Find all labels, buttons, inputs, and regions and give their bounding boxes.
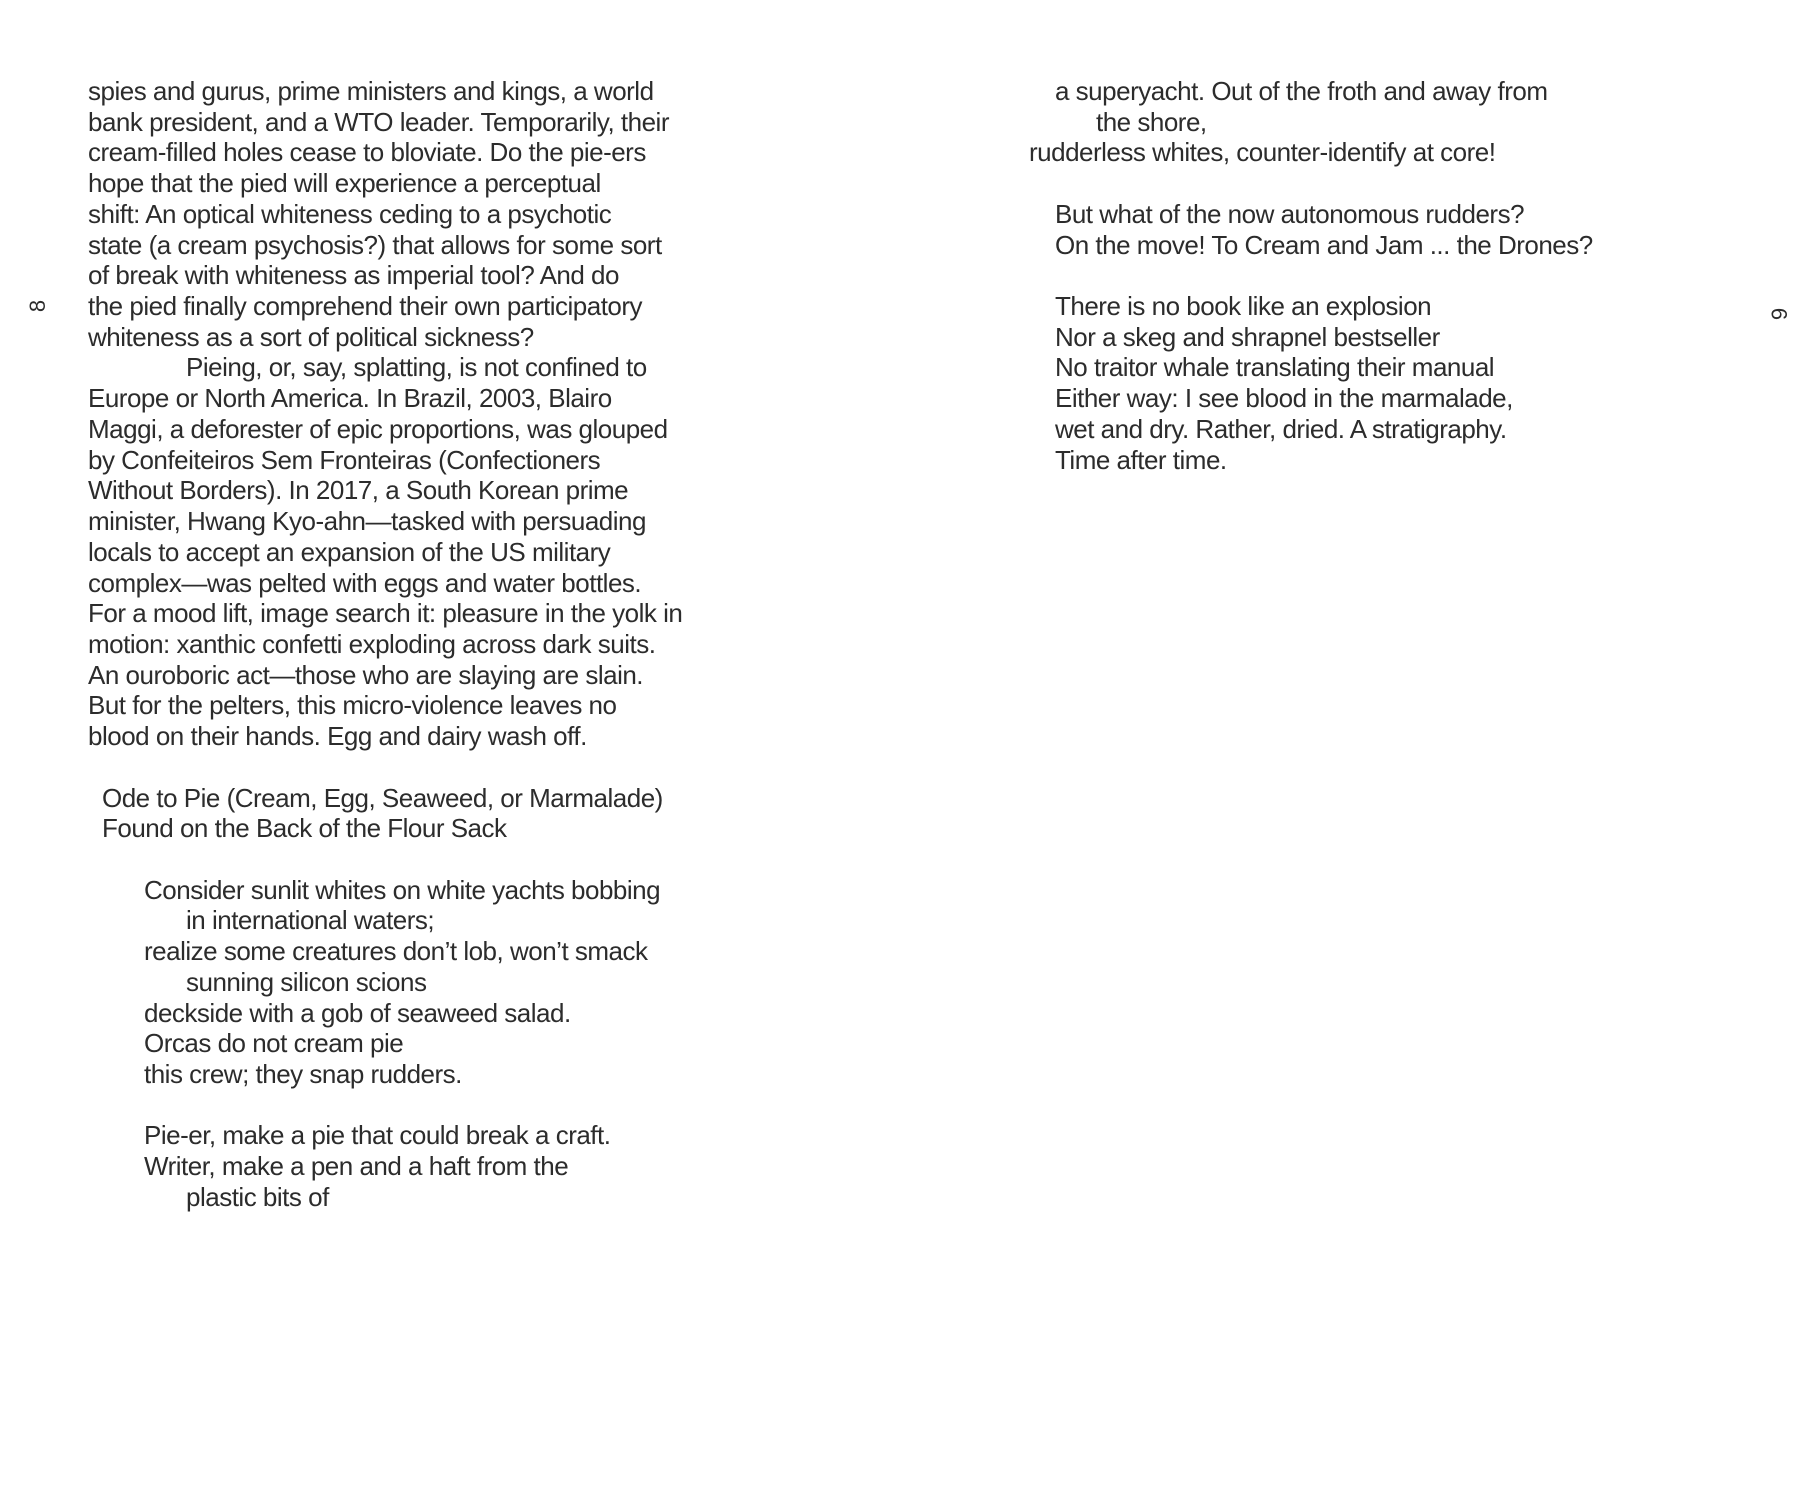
text-line: deckside with a gob of seaweed salad. (144, 997, 571, 1028)
text-line: On the move! To Cream and Jam ... the Drones? (1055, 229, 1593, 260)
text-line: of break with whiteness as imperial tool? And do (88, 260, 619, 291)
text-line: But what of the now autonomous rudders? (1055, 198, 1525, 229)
text-line: in international waters; (186, 905, 435, 936)
text-line: this crew; they snap rudders. (144, 1059, 462, 1089)
text-line: Either way: I see blood in the marmalade, (1055, 383, 1513, 414)
page-number-left: 8 (25, 299, 50, 313)
text-line: plastic bits of (186, 1181, 329, 1212)
text-line: complex—was pelted with eggs and water bottles. (88, 567, 642, 598)
text-line: hope that the pied will experience a perceptual (88, 168, 601, 199)
text-line: whiteness as a sort of political sickness? (88, 321, 534, 352)
blank-line (1029, 260, 1589, 291)
text-line: spies and gurus, prime ministers and kings, a world (88, 76, 654, 106)
right-page-text-column (1029, 76, 1593, 475)
text-line: state (a cream psychosis?) that allows for some sort (88, 229, 662, 260)
text-line: motion: xanthic confetti exploding across dark suits. (88, 628, 656, 659)
left-page-text-column (88, 76, 788, 1213)
text-line: cream-filled holes cease to bloviate. Do the pie-ers (88, 137, 646, 168)
text-line: the pied finally comprehend their own participatory (88, 291, 643, 322)
text-line: by Confeiteiros Sem Fronteiras (Confectioners (88, 444, 601, 475)
text-line: Without Borders). In 2017, a South Korean prime (88, 475, 629, 506)
text-line: a superyacht. Out of the froth and away from (1055, 76, 1548, 106)
text-line: Maggi, a deforester of epic proportions, was glouped (88, 413, 668, 444)
text-line: There is no book like an explosion (1055, 291, 1432, 322)
text-line: Nor a skeg and shrapnel bestseller (1055, 321, 1440, 352)
text-line: wet and dry. Rather, dried. A stratigraphy. (1055, 413, 1507, 444)
text-line: Orcas do not cream pie (144, 1028, 404, 1059)
text-line: rudderless whites, counter-identify at core! (1029, 137, 1496, 168)
text-line: locals to accept an expansion of the US military (88, 536, 611, 567)
text-line: Ode to Pie (Cream, Egg, Seaweed, or Marmalade) (102, 782, 663, 813)
text-line: realize some creatures don’t lob, won’t smack (144, 936, 648, 967)
text-line: bank president, and a WTO leader. Temporarily, their (88, 106, 669, 137)
text-line: Time after time. (1055, 444, 1227, 475)
blank-line (88, 1090, 788, 1121)
text-line: Found on the Back of the Flour Sack (102, 813, 507, 844)
text-line: But for the pelters, this micro-violence leaves no (88, 690, 617, 721)
text-line: shift: An optical whiteness ceding to a psychotic (88, 198, 612, 229)
page-number-right: 9 (1767, 307, 1792, 321)
text-line: the shore, (1096, 106, 1207, 137)
blank-line (88, 752, 788, 783)
text-line: blood on their hands. Egg and dairy wash off. (88, 721, 587, 752)
blank-line (1029, 168, 1589, 199)
blank-line (88, 844, 788, 875)
text-line: An ouroboric act—those who are slaying are slain. (88, 659, 644, 690)
text-line: For a mood lift, image search it: pleasure in the yolk in (88, 598, 683, 629)
text-line: Consider sunlit whites on white yachts bobbing (144, 874, 661, 905)
text-line: sunning silicon scions (186, 966, 427, 997)
text-line: Writer, make a pen and a haft from the (144, 1151, 569, 1182)
text-line: Pieing, or, say, splatting, is not confined to (186, 352, 647, 383)
text-line: minister, Hwang Kyo-ahn—tasked with persuading (88, 506, 646, 537)
text-line: No traitor whale translating their manual (1055, 352, 1495, 383)
text-line: Europe or North America. In Brazil, 2003, Blairo (88, 383, 612, 414)
text-line: Pie-er, make a pie that could break a craft. (144, 1120, 611, 1151)
